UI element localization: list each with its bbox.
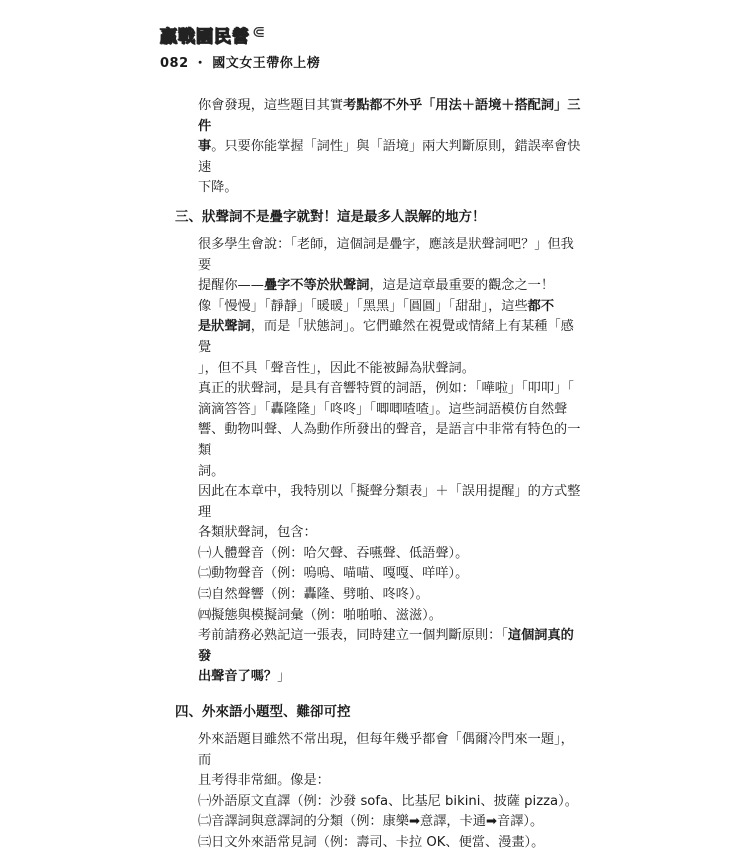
s3-para-4-line-1: 因此在本章中，我特別以「擬聲分類表」＋「誤用提醒」的方式整理 [198,484,581,520]
book-title: 國文女王帶你上榜 [212,56,321,71]
page-body [175,96,585,854]
intro-line-2: 事。只要你能掌握「詞性」與「語境」兩大判斷原則，錯誤率會快速 [198,139,581,175]
running-header [160,22,320,71]
s3-para-3-line-4: 詞。 [198,463,225,479]
s3-para-5-line-1: 考前請務必熟記這一張表，同時建立一個判斷原則：「這個詞真的發 [198,628,574,664]
s3-list-item: ㈣擬態與模擬詞彙（例：啪啪啪、滋滋）。 [198,607,442,623]
s4-para-1-line-1: 外來語題目雖然不常出現，但每年幾乎都會「偶爾冷門來一題」，而 [198,732,574,768]
s3-para-3-line-2: 滴滴答答」「轟隆隆」「咚咚」「唧唧喳喳」。這些詞語模仿自然聲 [198,401,568,417]
section-3-heading: 三、狀聲詞不是疊字就對！這是最多人誤解的地方！ [175,208,486,225]
header-separator: ・ [193,56,208,71]
s3-list-item: ㈠人體聲音（例：哈欠聲、吞嚥聲、低語聲）。 [198,545,469,561]
s4-list-item: ㈠外語原文直譯（例：沙發 sofa、比基尼 bikini、披薩 pizza）。 [198,793,578,809]
intro-line-1: 你會發現，這些題目其實考點都不外乎「用法＋語境＋搭配詞」三件 [198,98,581,134]
section-4-heading: 四、外來語小題型、難卻可控 [175,704,351,721]
logo-swoosh-icon: ⋐ [252,22,266,41]
s3-para-1-line-1: 很多學生會說：「老師，這個詞是疊字，應該是狀聲詞吧？」但我要 [198,236,574,273]
page-line [160,52,320,71]
intro-line-3: 下降。 [198,180,238,196]
s3-para-2-line-2: 是狀聲詞，而是「狀態詞」。它們雖然在視覺或情緒上有某種「感覺 [198,319,574,355]
s3-para-3-line-3: 響、動物叫聲、人為動作所發出的聲音，是語言中非常有特色的一類 [198,422,581,458]
s3-para-3-line-1: 真正的狀聲詞，是具有音響特質的詞語，例如：「嘩啦」「叩叩」「 [198,381,574,397]
series-logo [160,22,280,50]
s3-list-item: ㈢自然聲響（例：轟隆、劈啪、咚咚）。 [198,587,429,603]
series-logo-text: 贏戰國民營 [160,27,250,47]
s4-list-item: ㈢日文外來語常見詞（例：壽司、卡拉 OK、便當、漫畫）。 [198,835,545,850]
s3-para-4-line-2: 各類狀聲詞，包含： [198,525,317,541]
s3-list-item: ㈡動物聲音（例：嗚嗚、喵喵、嘎嘎、咩咩）。 [198,566,469,582]
s4-list-item: ㈡音譯詞與意譯詞的分類（例：康樂➡意譯，卡通➡音譯）。 [198,814,544,830]
s3-para-2-line-3: 」，但不具「聲音性」，因此不能被歸為狀聲詞。 [198,360,475,376]
page-number: 082 [160,56,189,71]
s4-para-1-line-2: 且考得非常細。像是： [198,773,330,789]
s3-para-2-line-1: 像「慢慢」「靜靜」「暖暖」「黑黑」「圓圓」「甜甜」，這些都不 [198,298,555,314]
s3-para-5-line-2: 出聲音了嗎？」 [198,669,291,685]
s3-para-1-line-2: 提醒你——疊字不等於狀聲詞，這是這章最重要的觀念之一！ [198,278,555,294]
